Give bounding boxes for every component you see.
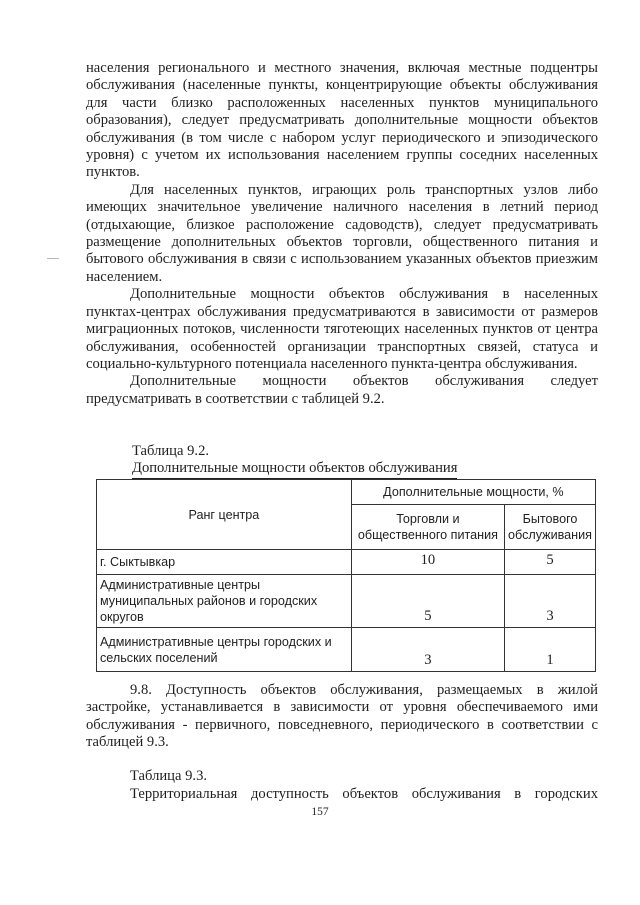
table-row: [97, 628, 596, 672]
paragraph-4: Дополнительные мощности объектов обслуживания следует предусматривать в соответствии с таблицей 9.2.: [86, 373, 598, 407]
margin-mark: [47, 258, 59, 259]
row-name: г. Сыктывкар: [97, 550, 352, 575]
row-name: Административные центры муниципальных районов и городских округов: [97, 575, 352, 628]
paragraph-2: Для населенных пунктов, играющих роль транспортных узлов либо имеющих значительное увеличение наличного населения в летний период (отдыхающие, близкое расположение садоводств), следует предусматривать размещение дополнительных объектов торговли, общественного питания и бытового обслуживания в связи с использованием указанных объектов приезжим населением.: [86, 181, 598, 285]
section-9-8: [86, 682, 598, 752]
header-additional-capacity: Дополнительные мощности, %: [351, 480, 595, 505]
table-9-3-label: Таблица 9.3.: [130, 768, 208, 784]
table-9-3-title-text: Территориальная доступность объектов обслуживания в городских: [130, 786, 598, 802]
header-trade: Торговли и общественного питания: [351, 505, 504, 550]
header-household: Бытового обслуживания: [505, 505, 596, 550]
table-9-2-label: Таблица 9.2.: [132, 443, 210, 459]
table-row: [97, 550, 596, 575]
cell-trade: 3: [351, 628, 504, 672]
cell-household: 5: [505, 550, 596, 575]
body-text: [86, 60, 598, 408]
row-name: Административные центры городских и сельских поселений: [97, 628, 352, 672]
table-9-3-title: [130, 786, 598, 803]
table-9-2: [96, 479, 596, 672]
header-rank: Ранг центра: [97, 480, 352, 550]
cell-trade: 5: [351, 575, 504, 628]
table-row: [97, 575, 596, 628]
table-9-2-title: Дополнительные мощности объектов обслуживания: [132, 460, 457, 479]
paragraph-9-8: 9.8. Доступность объектов обслуживания, размещаемых в жилой застройке, устанавливается в зависимости от уровня обеспечиваемого ими обслуживания - первичного, повседневного, периодического в соответствии с таблицей 9.3.: [86, 682, 598, 751]
cell-household: 1: [505, 628, 596, 672]
cell-trade: 10: [351, 550, 504, 575]
cell-household: 3: [505, 575, 596, 628]
paragraph-1: населения регионального и местного значения, включая местные подцентры обслуживания (населенные пункты, концентрирующие объекты обслуживания для части близко расположенных населенных пунктов муниципального образования), следует предусматривать дополнительные мощности объектов обслуживания (в том числе с набором услуг периодического и эпизодического уровня) с учетом их использования населением группы соседних населенных пунктов.: [86, 60, 598, 181]
page-number: 157: [311, 806, 329, 818]
paragraph-3: Дополнительные мощности объектов обслуживания в населенных пунктах-центрах обслуживания предусматриваются в зависимости от размеров миграционных потоков, численности тяготеющих населенных пунктов от центра обслуживания, особенностей организации транспортных связей, статуса и социально-культурного потенциала населенного пункта-центра обслуживания.: [86, 286, 598, 372]
